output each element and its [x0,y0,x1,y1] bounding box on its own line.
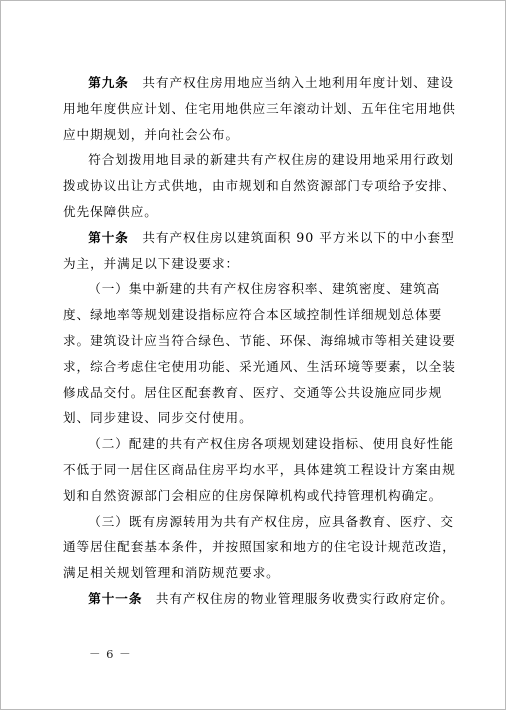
article-11-text: 共有产权住房的物业管理服务收费实行政府定价。 [155,590,454,606]
article-10-paragraph [63,225,456,277]
article-10-item-1-text: （一）集中新建的共有产权住房容积率、建筑密度、建筑高度、绿地率等规划建设指标应符合本区域控制性详细规划总体要求。建筑设计应当符合绿色、节能、环保、海绵城市等相关建设要求，综合考虑住宅使用功能、采光通风、生活环境等要素，以全装修成品交付。居住区配套教育、医疗、交通等公共设施应同步规划、同步建设、同步交付使用。 [63,281,456,426]
article-9-paragraph-2 [63,147,456,224]
article-10-item-1 [63,276,456,431]
article-10-item-2-text: （二）配建的共有产权住房各项规划建设指标、使用良好性能不低于同一居住区商品住房平均水平，具体建筑工程设计方案由规划和自然资源部门会相应的住房保障机构或代持管理机构确定。 [63,436,456,503]
article-9-paragraph [63,70,456,147]
article-11-paragraph [63,586,456,612]
article-10-item-3-text: （三）既有房源转用为共有产权住房，应具备教育、医疗、交通等居住配套基本条件，并按照国家和地方的住宅设计规范改造，满足相关规划管理和消防规范要求。 [63,513,456,581]
article-11-heading: 第十一条 [88,590,143,606]
article-10-item-2 [63,431,456,508]
article-9-text-2: 符合划拨用地目录的新建共有产权住房的建设用地采用行政划拨或协议出让方式供地，由市规划和自然资源部门专项给予安排、优先保障供应。 [63,152,456,219]
page-number: － 6 － [89,647,132,661]
article-10-text: 共有产权住房以建筑面积 90 平方米以下的中小套型为主，并满足以下建设要求： [63,229,455,271]
article-10-item-3 [63,509,456,586]
article-10-heading: 第十条 [88,229,129,245]
article-9-text: 共有产权住房用地应当纳入土地利用年度计划、建设用地年度供应计划、住宅用地供应三年滚动计划、五年住宅用地供应中期规划，并向社会公布。 [63,75,456,142]
article-9-heading: 第九条 [88,75,129,90]
page-body [63,70,456,612]
